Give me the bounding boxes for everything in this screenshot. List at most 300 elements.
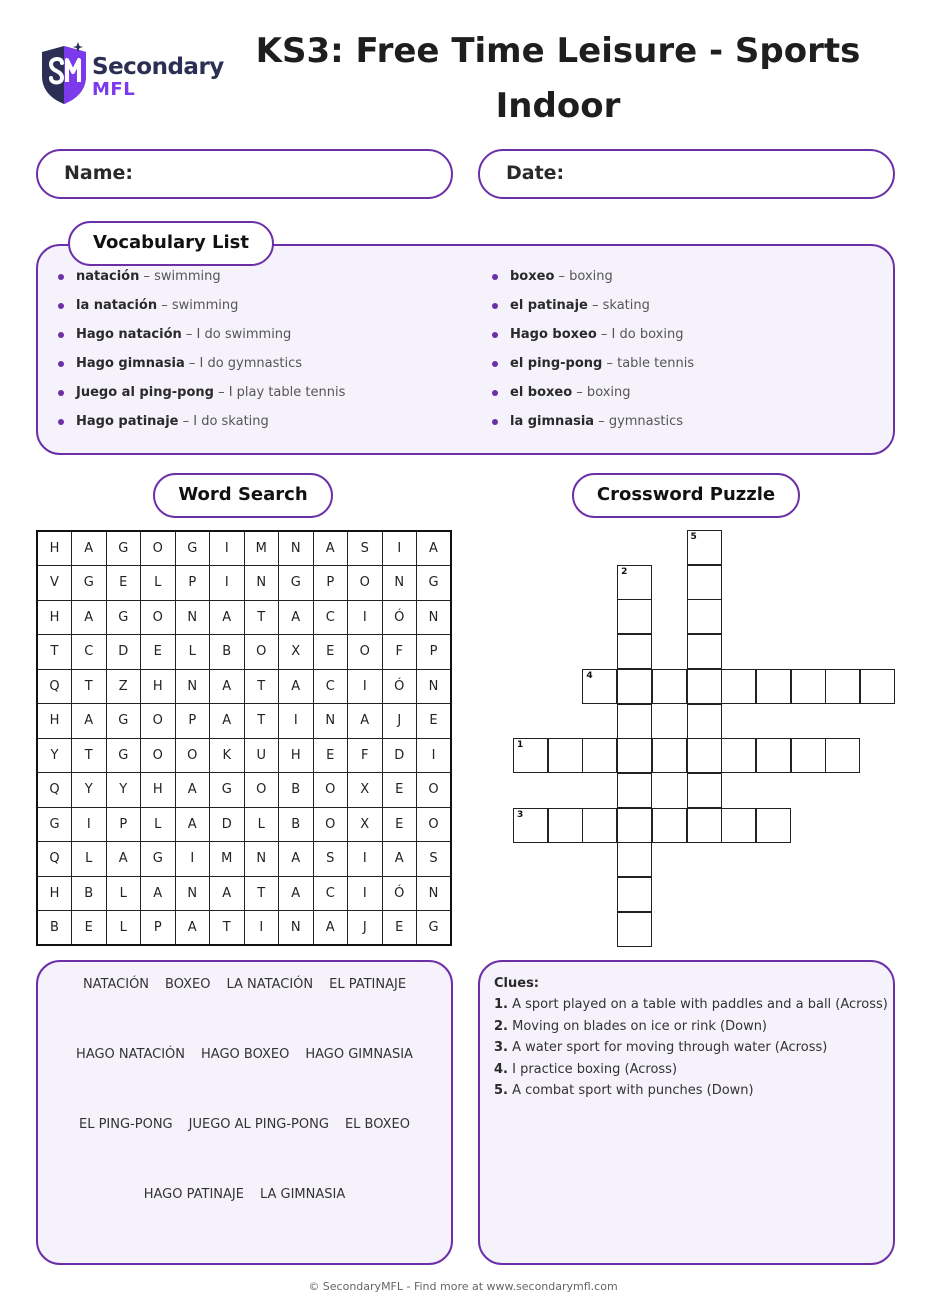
word-search-cell[interactable]: Q	[37, 669, 72, 704]
word-search-cell[interactable]: T	[244, 600, 279, 635]
word-search-cell[interactable]: O	[141, 531, 176, 566]
word-bank-word: BOXEO	[165, 977, 211, 992]
date-field[interactable]	[478, 149, 895, 199]
vocab-item	[492, 354, 694, 383]
crossword-cell[interactable]	[652, 669, 687, 704]
word-search-cell[interactable]: A	[279, 842, 314, 877]
clue-number: 2.	[494, 1018, 508, 1034]
word-search-cell[interactable]: E	[417, 704, 452, 739]
word-search-cell[interactable]: O	[141, 738, 176, 773]
clue-number: 4.	[494, 1061, 508, 1077]
word-search-cell[interactable]: X	[348, 773, 383, 808]
word-search-cell[interactable]: A	[175, 807, 210, 842]
crossword-cell[interactable]	[756, 738, 791, 773]
crossword-cell[interactable]	[582, 669, 617, 704]
word-bank-word: EL PING-PONG	[79, 1117, 173, 1132]
word-search-cell[interactable]: O	[313, 773, 348, 808]
word-search-cell[interactable]: C	[313, 669, 348, 704]
word-bank-row	[38, 1047, 451, 1062]
word-search-cell[interactable]: I	[348, 669, 383, 704]
word-bank-row	[38, 1117, 451, 1132]
footer: © SecondaryMFL - Find more at www.secondarymfl.com	[308, 1280, 618, 1293]
word-search-cell[interactable]: L	[175, 635, 210, 670]
word-search-cell[interactable]: A	[279, 600, 314, 635]
word-search-cell[interactable]: F	[348, 738, 383, 773]
vocab-term: Juego al ping-pong	[76, 385, 214, 400]
word-search-cell[interactable]: N	[175, 600, 210, 635]
bullet-icon	[58, 332, 64, 338]
word-search-cell[interactable]: M	[210, 842, 245, 877]
word-search-cell[interactable]: Y	[106, 773, 141, 808]
word-search-cell[interactable]: E	[382, 807, 417, 842]
word-search-cell[interactable]: N	[244, 566, 279, 601]
word-search-cell[interactable]: T	[244, 704, 279, 739]
word-search-heading: Word Search	[153, 473, 333, 518]
crossword-cell[interactable]	[617, 773, 652, 808]
word-search-cell[interactable]: G	[72, 566, 107, 601]
clue-item	[494, 994, 888, 1016]
word-search-cell[interactable]: A	[417, 531, 452, 566]
vocab-item	[58, 325, 345, 354]
word-search-cell[interactable]: I	[244, 911, 279, 946]
crossword-cell[interactable]	[617, 599, 652, 634]
crossword-cell[interactable]	[617, 877, 652, 912]
word-search-cell[interactable]: N	[417, 600, 452, 635]
word-search-cell[interactable]: M	[244, 531, 279, 566]
word-search-cell[interactable]: N	[313, 704, 348, 739]
word-search-cell[interactable]: N	[279, 911, 314, 946]
word-search-cell[interactable]: E	[313, 635, 348, 670]
bullet-icon	[492, 274, 498, 280]
clue-number: 1.	[494, 997, 508, 1012]
word-search-cell[interactable]: D	[382, 738, 417, 773]
vocab-item	[58, 354, 345, 383]
crossword-cell[interactable]	[687, 669, 722, 704]
word-search-cell[interactable]: E	[72, 911, 107, 946]
word-search-cell[interactable]: O	[417, 807, 452, 842]
word-search-cell[interactable]: E	[382, 773, 417, 808]
word-search-cell[interactable]: N	[175, 669, 210, 704]
word-search-cell[interactable]: O	[348, 566, 383, 601]
word-search-cell[interactable]: B	[72, 876, 107, 911]
page-title	[240, 24, 876, 134]
vocab-term: Hago natación	[76, 327, 182, 342]
word-search-cell[interactable]: I	[348, 600, 383, 635]
word-bank-word: JUEGO AL PING-PONG	[188, 1117, 329, 1132]
crossword-cell[interactable]	[687, 599, 722, 634]
word-search-cell[interactable]: P	[141, 911, 176, 946]
vocab-meaning: – gymnastics	[594, 414, 684, 429]
page-title-line1: KS3: Free Time Leisure - Sports	[255, 31, 861, 71]
word-search-cell[interactable]: I	[175, 842, 210, 877]
word-bank-row	[38, 977, 451, 992]
word-search-cell[interactable]: A	[175, 911, 210, 946]
crossword-cell[interactable]	[652, 808, 687, 843]
word-search-cell[interactable]: N	[382, 566, 417, 601]
word-search-cell[interactable]: O	[141, 600, 176, 635]
word-search-cell[interactable]: O	[417, 773, 452, 808]
crossword-clue-number: 2	[621, 566, 628, 577]
word-search-cell[interactable]: Ó	[382, 876, 417, 911]
word-search-cell[interactable]: V	[37, 566, 72, 601]
vocab-meaning: – swimming	[157, 298, 239, 313]
clues-panel	[478, 960, 895, 1265]
crossword-clue-number: 4	[586, 670, 593, 681]
word-search-cell[interactable]: G	[106, 531, 141, 566]
word-search-cell[interactable]: Ó	[382, 669, 417, 704]
word-search-cell[interactable]: P	[313, 566, 348, 601]
word-search-cell[interactable]: G	[106, 738, 141, 773]
crossword-cell[interactable]	[860, 669, 895, 704]
vocab-item	[492, 412, 694, 441]
bullet-icon	[58, 390, 64, 396]
vocab-term: Hago patinaje	[76, 414, 179, 429]
word-search-cell[interactable]: I	[210, 531, 245, 566]
crossword-cell[interactable]	[513, 738, 548, 773]
word-search-row	[37, 842, 451, 877]
word-bank-word: HAGO PATINAJE	[143, 1187, 244, 1202]
clue-text: A sport played on a table with paddles and a ball (Across)	[507, 997, 888, 1012]
word-search-cell[interactable]: C	[72, 635, 107, 670]
word-search-cell[interactable]: N	[279, 531, 314, 566]
word-search-cell[interactable]: T	[210, 911, 245, 946]
bullet-icon	[58, 303, 64, 309]
crossword-cell[interactable]	[548, 808, 583, 843]
word-bank-row	[38, 1187, 451, 1202]
clue-text: I practice boxing (Across)	[507, 1061, 678, 1077]
word-search-cell[interactable]: S	[417, 842, 452, 877]
word-search-cell[interactable]: G	[37, 807, 72, 842]
word-search-cell[interactable]: C	[313, 876, 348, 911]
word-search-cell[interactable]: L	[106, 911, 141, 946]
crossword-cell[interactable]	[687, 634, 722, 669]
crossword-cell[interactable]	[617, 565, 652, 600]
word-search-cell[interactable]: O	[313, 807, 348, 842]
word-search-cell[interactable]: O	[244, 773, 279, 808]
vocab-term: el ping-pong	[510, 356, 603, 371]
word-search-cell[interactable]: G	[106, 704, 141, 739]
word-search-cell[interactable]: F	[382, 635, 417, 670]
word-search-cell[interactable]: E	[382, 911, 417, 946]
word-bank-word: EL PATINAJE	[329, 977, 407, 992]
word-search-cell[interactable]: I	[417, 738, 452, 773]
crossword-cell[interactable]	[721, 808, 756, 843]
word-search-cell[interactable]: A	[348, 704, 383, 739]
vocab-item	[58, 412, 345, 441]
date-label: Date:	[506, 162, 565, 184]
vocab-term: la natación	[76, 298, 158, 313]
word-bank-word: LA GIMNASIA	[259, 1187, 346, 1202]
clue-item	[494, 1016, 879, 1038]
crossword-cell[interactable]	[687, 530, 722, 565]
vocab-meaning: – skating	[587, 298, 650, 313]
logo-text-mfl: MFL	[92, 79, 136, 100]
bullet-icon	[492, 390, 498, 396]
vocabulary-heading: Vocabulary List	[68, 221, 274, 266]
word-search-cell[interactable]: A	[313, 911, 348, 946]
word-search-cell[interactable]: A	[210, 600, 245, 635]
word-search-cell[interactable]: X	[348, 807, 383, 842]
word-search-cell[interactable]: G	[175, 531, 210, 566]
logo-text-secondary: Secondary	[92, 54, 224, 80]
vocab-term: el boxeo	[510, 385, 573, 400]
word-search-cell[interactable]: Ó	[382, 600, 417, 635]
crossword-cell[interactable]	[721, 669, 756, 704]
vocab-term: Hago boxeo	[510, 327, 597, 342]
name-label: Name:	[64, 162, 134, 184]
crossword-cell[interactable]	[617, 704, 652, 739]
vocab-meaning: – I do gymnastics	[184, 356, 303, 371]
crossword-cell[interactable]	[687, 738, 722, 773]
word-search-cell[interactable]: H	[37, 704, 72, 739]
word-search-cell[interactable]: A	[72, 531, 107, 566]
word-search-cell[interactable]: I	[279, 704, 314, 739]
crossword-heading: Crossword Puzzle	[572, 473, 800, 518]
vocab-item	[492, 296, 694, 325]
word-search-cell[interactable]: Q	[37, 842, 72, 877]
word-search-cell[interactable]: A	[141, 876, 176, 911]
clue-number: 3.	[494, 1040, 508, 1055]
crossword-cell[interactable]	[652, 738, 687, 773]
word-search-cell[interactable]: T	[244, 876, 279, 911]
crossword-cell[interactable]	[791, 669, 826, 704]
vocab-item	[58, 267, 345, 296]
word-search-cell[interactable]: L	[106, 876, 141, 911]
clue-text: A water sport for moving through water (Across)	[507, 1040, 828, 1055]
clue-number: 5.	[494, 1083, 508, 1098]
word-search-cell[interactable]: N	[244, 842, 279, 877]
word-search-cell[interactable]: A	[175, 773, 210, 808]
name-field[interactable]	[36, 149, 453, 199]
bullet-icon	[58, 419, 64, 425]
crossword-cell[interactable]	[617, 808, 652, 843]
word-search-cell[interactable]: O	[141, 704, 176, 739]
word-search-cell[interactable]: O	[348, 635, 383, 670]
clue-item	[494, 1059, 879, 1081]
word-search-cell[interactable]: K	[210, 738, 245, 773]
word-search-cell[interactable]: P	[106, 807, 141, 842]
vocab-meaning: – I play table tennis	[213, 385, 346, 400]
word-search-cell[interactable]: A	[210, 669, 245, 704]
word-search-cell[interactable]: O	[244, 635, 279, 670]
crossword-cell[interactable]	[687, 808, 722, 843]
word-bank-word: LA NATACIÓN	[226, 977, 314, 992]
crossword-cell[interactable]	[513, 808, 548, 843]
word-search-cell[interactable]: H	[37, 876, 72, 911]
word-search-cell[interactable]: S	[348, 531, 383, 566]
word-search-cell[interactable]: A	[313, 531, 348, 566]
bullet-icon	[58, 274, 64, 280]
word-search-row	[37, 807, 451, 842]
word-search-cell[interactable]: I	[348, 876, 383, 911]
clue-item	[494, 1037, 879, 1059]
clue-text: A combat sport with punches (Down)	[507, 1083, 754, 1098]
word-search-cell[interactable]: B	[210, 635, 245, 670]
crossword-cell[interactable]	[617, 634, 652, 669]
word-search-cell[interactable]: I	[382, 531, 417, 566]
word-search-cell[interactable]: L	[141, 807, 176, 842]
vocab-term: boxeo	[510, 269, 555, 284]
bullet-icon	[58, 361, 64, 367]
word-search-cell[interactable]: X	[279, 635, 314, 670]
word-search-cell[interactable]: A	[210, 704, 245, 739]
crossword-cell[interactable]	[617, 669, 652, 704]
word-search-cell[interactable]: Y	[37, 738, 72, 773]
word-search-cell[interactable]: E	[313, 738, 348, 773]
vocab-meaning: – I do boxing	[596, 327, 684, 342]
word-search-row	[37, 773, 451, 808]
word-search-cell[interactable]: D	[210, 807, 245, 842]
word-search-row	[37, 911, 451, 946]
crossword-cell[interactable]	[791, 738, 826, 773]
word-bank-word: HAGO BOXEO	[201, 1047, 290, 1062]
word-search-cell[interactable]: H	[141, 773, 176, 808]
word-search-cell[interactable]: A	[279, 876, 314, 911]
word-search-cell[interactable]: B	[279, 773, 314, 808]
vocab-item	[492, 383, 694, 412]
vocab-meaning: – boxing	[572, 385, 631, 400]
word-search-cell[interactable]: G	[417, 911, 452, 946]
word-search-cell[interactable]: L	[244, 807, 279, 842]
clues-title: Clues:	[494, 976, 540, 991]
logo	[38, 42, 228, 106]
word-search-cell[interactable]: D	[106, 635, 141, 670]
word-search-cell[interactable]: I	[72, 807, 107, 842]
clue-item	[494, 1080, 879, 1102]
vocab-item	[492, 267, 694, 296]
clue-text: Moving on blades on ice or rink (Down)	[507, 1018, 768, 1034]
word-search-cell[interactable]: A	[279, 669, 314, 704]
word-search-cell[interactable]: A	[72, 704, 107, 739]
shield-logo-icon	[38, 42, 90, 108]
vocab-meaning: – swimming	[139, 269, 221, 284]
word-search-cell[interactable]: Q	[37, 773, 72, 808]
bullet-icon	[492, 419, 498, 425]
crossword-cell[interactable]	[582, 808, 617, 843]
crossword-cell[interactable]	[687, 773, 722, 808]
vocab-term: Hago gimnasia	[76, 356, 185, 371]
word-search-cell[interactable]: B	[37, 911, 72, 946]
word-search-cell[interactable]: O	[175, 738, 210, 773]
word-search-row	[37, 704, 451, 739]
word-search-cell[interactable]: A	[106, 842, 141, 877]
vocab-meaning: – table tennis	[602, 356, 695, 371]
vocab-term: la gimnasia	[510, 414, 595, 429]
word-search-cell[interactable]: I	[210, 566, 245, 601]
word-search-cell[interactable]: P	[417, 635, 452, 670]
crossword-cell[interactable]	[617, 912, 652, 947]
bullet-icon	[492, 332, 498, 338]
word-search-cell[interactable]: L	[72, 842, 107, 877]
vocab-meaning: – I do skating	[178, 414, 269, 429]
word-search-cell[interactable]: N	[175, 876, 210, 911]
word-search-cell[interactable]: A	[382, 842, 417, 877]
word-search-cell[interactable]: Y	[72, 773, 107, 808]
word-search-cell[interactable]: E	[106, 566, 141, 601]
crossword-clue-number: 1	[517, 740, 524, 751]
word-search-cell[interactable]: G	[106, 600, 141, 635]
word-search-cell[interactable]: A	[210, 876, 245, 911]
page-title-line2: Indoor	[495, 86, 621, 126]
bullet-icon	[492, 361, 498, 367]
word-search-cell[interactable]: T	[37, 635, 72, 670]
word-search-cell[interactable]: N	[417, 876, 452, 911]
word-search-cell[interactable]: B	[279, 807, 314, 842]
word-search-cell[interactable]: H	[37, 600, 72, 635]
word-search-cell[interactable]: E	[141, 635, 176, 670]
word-search-grid	[36, 530, 452, 946]
word-bank-word: EL BOXEO	[344, 1117, 410, 1132]
word-search-row	[37, 635, 451, 670]
vocab-item	[58, 383, 345, 412]
word-search-row	[37, 531, 451, 566]
word-search-row	[37, 738, 451, 773]
crossword-cell[interactable]	[825, 669, 860, 704]
word-search-row	[37, 669, 451, 704]
word-search-cell[interactable]: H	[37, 531, 72, 566]
vocabulary-list-right	[492, 267, 694, 441]
word-search-row	[37, 876, 451, 911]
crossword-cell[interactable]	[721, 738, 756, 773]
word-search-cell[interactable]: G	[417, 566, 452, 601]
word-bank-word: HAGO GIMNASIA	[305, 1047, 413, 1062]
crossword-cell[interactable]	[617, 842, 652, 877]
vocab-meaning: – I do swimming	[181, 327, 292, 342]
word-search-cell[interactable]: S	[313, 842, 348, 877]
word-search-cell[interactable]: N	[417, 669, 452, 704]
word-search-cell[interactable]: L	[141, 566, 176, 601]
word-search-cell[interactable]: A	[72, 600, 107, 635]
word-search-cell[interactable]: J	[348, 911, 383, 946]
crossword-clue-number: 3	[517, 809, 524, 820]
word-search-cell[interactable]: T	[244, 669, 279, 704]
vocab-item	[492, 325, 694, 354]
word-search-row	[37, 600, 451, 635]
vocab-term: natación	[76, 269, 140, 284]
word-search-cell[interactable]: H	[141, 669, 176, 704]
bullet-icon	[492, 303, 498, 309]
vocabulary-list-left	[58, 267, 345, 441]
word-search-cell[interactable]: H	[279, 738, 314, 773]
word-search-cell[interactable]: G	[141, 842, 176, 877]
vocab-term: el patinaje	[510, 298, 588, 313]
word-search-cell[interactable]: T	[72, 738, 107, 773]
vocab-item	[58, 296, 345, 325]
word-search-cell[interactable]: P	[175, 704, 210, 739]
word-search-cell[interactable]: I	[348, 842, 383, 877]
crossword-cell[interactable]	[582, 738, 617, 773]
word-search-cell[interactable]: G	[279, 566, 314, 601]
crossword-cell[interactable]	[617, 738, 652, 773]
word-search-cell[interactable]: G	[210, 773, 245, 808]
crossword-cell[interactable]	[687, 704, 722, 739]
crossword-cell[interactable]	[548, 738, 583, 773]
word-search-cell[interactable]: T	[72, 669, 107, 704]
word-search-cell[interactable]: U	[244, 738, 279, 773]
word-search-cell[interactable]: J	[382, 704, 417, 739]
word-bank-word: NATACIÓN	[82, 977, 150, 992]
word-bank-panel	[36, 960, 453, 1265]
crossword-cell[interactable]	[756, 669, 791, 704]
word-bank-word: HAGO NATACIÓN	[76, 1047, 185, 1062]
vocab-meaning: – boxing	[554, 269, 613, 284]
crossword-cell[interactable]	[756, 808, 791, 843]
crossword-cell[interactable]	[825, 738, 860, 773]
word-search-cell[interactable]: C	[313, 600, 348, 635]
word-search-cell[interactable]: P	[175, 566, 210, 601]
word-search-cell[interactable]: Z	[106, 669, 141, 704]
crossword-cell[interactable]	[687, 565, 722, 600]
